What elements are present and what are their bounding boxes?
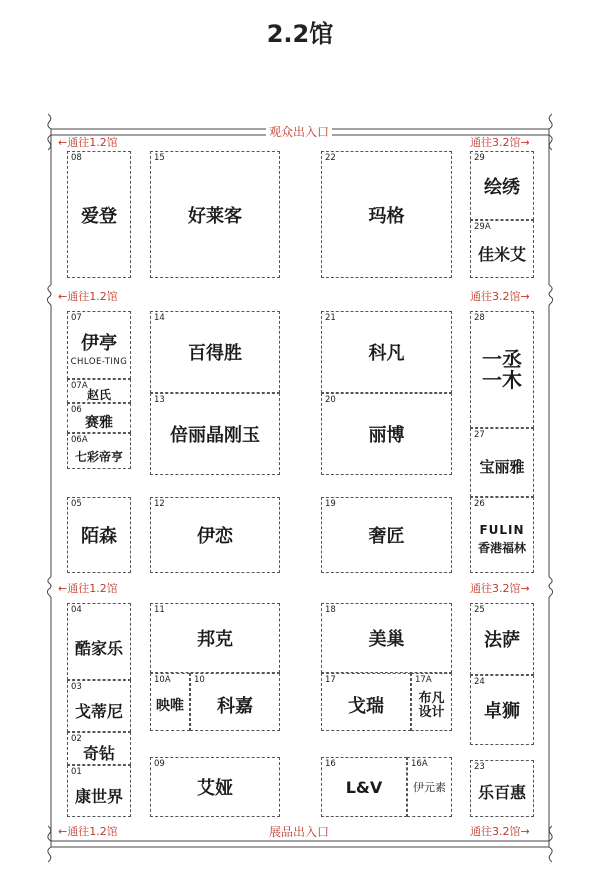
booth-08[interactable]: 08 爱登 — [67, 151, 131, 278]
booth-name: 伊元素 — [413, 781, 446, 794]
booth-29[interactable]: 29 绘绣 — [470, 151, 534, 220]
booth-10a[interactable]: 10A 映唯 — [150, 673, 190, 731]
booth-09[interactable]: 09 艾娅 — [150, 757, 280, 817]
to-hall-1-2-label: ←通往1.2馆 — [58, 136, 118, 149]
booth-name: 酷家乐 — [74, 639, 123, 658]
booth-12[interactable]: 12 伊恋 — [150, 497, 280, 573]
booth-01[interactable]: 01 康世界 — [67, 765, 131, 817]
booth-name: 陌森 — [81, 526, 117, 547]
booth-28[interactable]: 28 一丞 一木 — [470, 311, 534, 428]
booth-06a[interactable]: 06A 七彩帝亨 — [67, 433, 131, 469]
to-hall-3-2-label: 通往3.2馆→ — [470, 582, 530, 595]
booth-name: 伊亭 — [81, 333, 117, 354]
booth-name: 美巢 — [368, 629, 405, 650]
booth-19[interactable]: 19 奢匠 — [321, 497, 452, 573]
booth-21[interactable]: 21 科凡 — [321, 311, 452, 393]
booth-name: 奢匠 — [368, 526, 405, 547]
booth-20[interactable]: 20 丽博 — [321, 393, 452, 475]
booth-subname: CHLOE-TING — [70, 357, 128, 367]
booth-17a[interactable]: 17A 布凡 设计 — [411, 673, 452, 731]
booth-name: FULIN — [479, 522, 525, 537]
booth-name: 一丞 一木 — [482, 346, 522, 392]
booth-04[interactable]: 04 酷家乐 — [67, 603, 131, 680]
to-hall-3-2-label: 通往3.2馆→ — [470, 825, 530, 838]
booth-name: 玛格 — [368, 205, 405, 227]
booth-13[interactable]: 13 倍丽晶刚玉 — [150, 393, 280, 475]
booth-22[interactable]: 22 玛格 — [321, 151, 452, 278]
to-hall-3-2-label: 通往3.2馆→ — [470, 290, 530, 303]
booth-name: 伊恋 — [197, 526, 233, 547]
booth-name: 艾娅 — [197, 778, 233, 799]
booth-15[interactable]: 15 好莱客 — [150, 151, 280, 278]
booth-name: 赵氏 — [86, 387, 111, 402]
to-hall-1-2-label: ←通往1.2馆 — [58, 825, 118, 838]
booth-name: 科嘉 — [217, 696, 253, 717]
booth-16[interactable]: 16 L&V — [321, 757, 407, 817]
booth-11[interactable]: 11 邦克 — [150, 603, 280, 673]
booth-name: 佳米艾 — [477, 244, 526, 264]
booth-18[interactable]: 18 美巢 — [321, 603, 452, 673]
booth-03[interactable]: 03 戈蒂尼 — [67, 680, 131, 732]
booth-name: 丽博 — [368, 425, 405, 446]
booth-name: L&V — [345, 777, 383, 797]
booth-name: 倍丽晶刚玉 — [170, 425, 260, 446]
booth-name: 乐百惠 — [477, 783, 526, 802]
booth-name: 映唯 — [156, 698, 184, 714]
booth-25[interactable]: 25 法萨 — [470, 603, 534, 675]
booth-name: 好莱客 — [188, 205, 242, 227]
booth-name: 爱登 — [81, 205, 117, 227]
booth-name: 布凡 设计 — [418, 691, 445, 720]
booth-14[interactable]: 14 百得胜 — [150, 311, 280, 393]
booth-name: 法萨 — [484, 630, 520, 651]
to-hall-1-2-label: ←通往1.2馆 — [58, 290, 118, 303]
booth-name: 奇钻 — [82, 744, 115, 763]
booth-name: 赛雅 — [85, 415, 113, 431]
booth-name: 戈瑞 — [348, 696, 384, 717]
booth-name: 邦克 — [197, 629, 233, 650]
booth-06[interactable]: 06 赛雅 — [67, 403, 131, 433]
booth-name: 康世界 — [74, 786, 123, 806]
booth-subname: 香港福林 — [477, 540, 526, 555]
booth-24[interactable]: 24 卓狮 — [470, 675, 534, 745]
booth-name: 七彩帝亨 — [74, 449, 123, 464]
to-hall-1-2-label: ←通往1.2馆 — [58, 582, 118, 595]
booth-name: 宝丽雅 — [479, 458, 525, 476]
booth-name: 卓狮 — [484, 701, 520, 722]
booth-name: 百得胜 — [188, 343, 242, 364]
booth-name: 科凡 — [368, 343, 405, 364]
hall-title: 2.2馆 — [266, 20, 334, 48]
booth-name: 绘绣 — [484, 176, 520, 198]
booth-02[interactable]: 02 奇钻 — [67, 732, 131, 765]
booth-07[interactable]: 07 伊亭 CHLOE-TING — [67, 311, 131, 379]
booth-16a[interactable]: 16A 伊元素 — [407, 757, 452, 817]
booth-05[interactable]: 05 陌森 — [67, 497, 131, 573]
booth-26[interactable]: 26 FULIN 香港福林 — [470, 497, 534, 573]
booth-27[interactable]: 27 宝丽雅 — [470, 428, 534, 497]
to-hall-3-2-label: 通往3.2馆→ — [470, 136, 530, 149]
booth-23[interactable]: 23 乐百惠 — [470, 760, 534, 817]
booth-07a[interactable]: 07A 赵氏 — [67, 379, 131, 403]
booth-29a[interactable]: 29A 佳米艾 — [470, 220, 534, 278]
audience-entrance-label: 观众出入口 — [266, 126, 332, 138]
booth-name: 戈蒂尼 — [74, 701, 123, 721]
booth-10[interactable]: 10 科嘉 — [190, 673, 280, 731]
exhibit-entrance-label: 展品出入口 — [266, 826, 332, 838]
booth-17[interactable]: 17 戈瑞 — [321, 673, 411, 731]
